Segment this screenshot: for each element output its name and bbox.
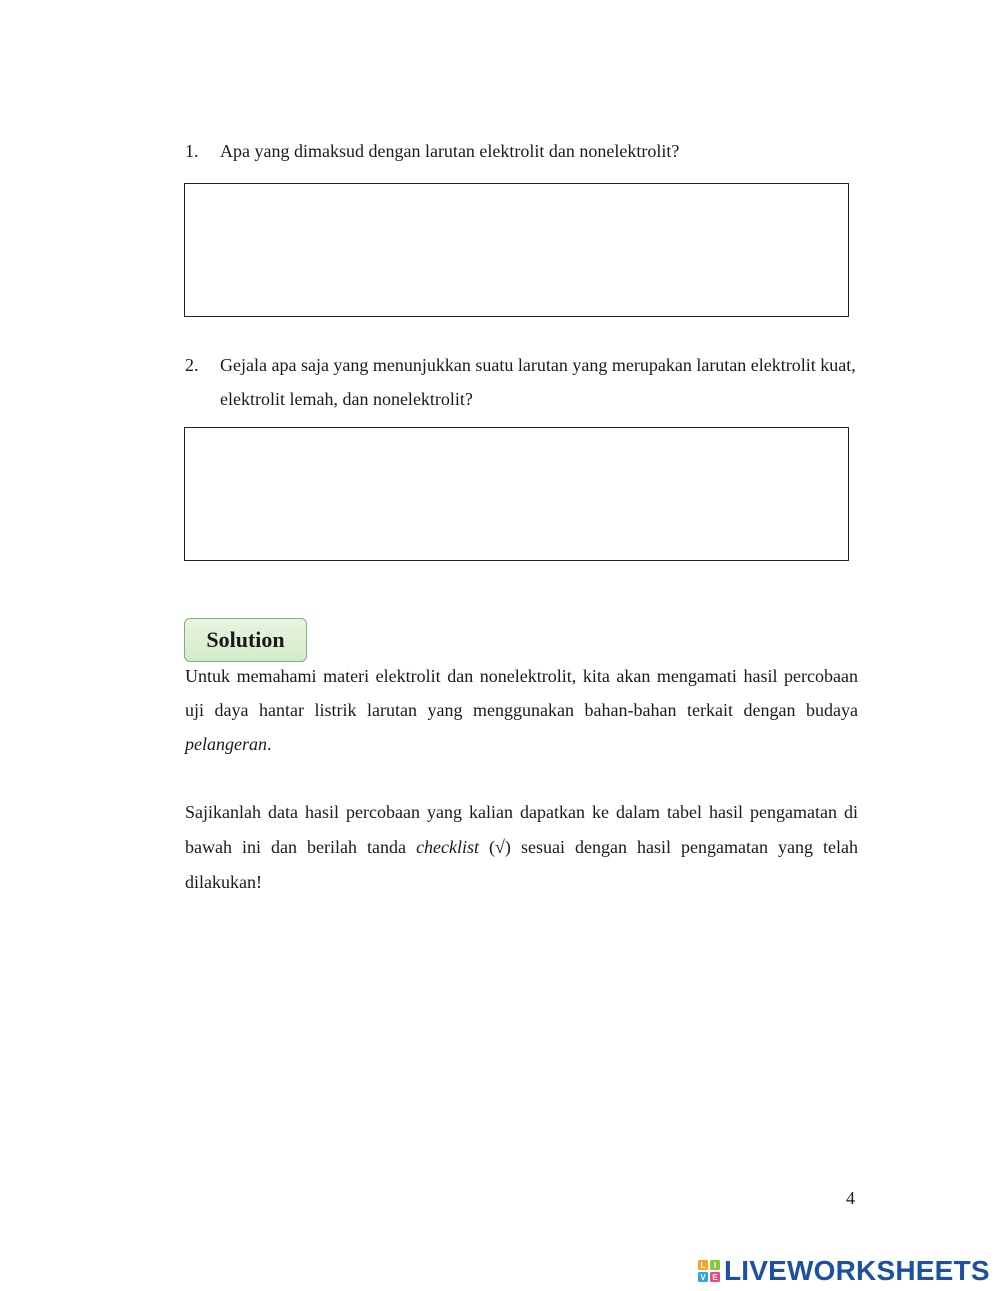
checkmark-symbol: (√) [479, 837, 521, 857]
question-1 [185, 134, 860, 168]
answer-box-2[interactable] [184, 427, 849, 561]
solution-paragraph-2 [185, 795, 858, 900]
paragraph-end: sesuai dengan hasil pengamatan yang telah dilakukan! [185, 837, 858, 892]
question-text: Gejala apa saja yang menunjukkan suatu larutan yang merupakan larutan elektrolit kuat, elektrolit lemah, dan nonelektrolit? [220, 355, 856, 409]
solution-label: Solution [184, 618, 307, 662]
logo-letter: I [713, 1261, 717, 1270]
logo-letter: V [700, 1273, 706, 1282]
solution-paragraph-1 [185, 659, 858, 761]
answer-box-1[interactable] [184, 183, 849, 317]
italic-term: checklist [416, 837, 480, 857]
paragraph-text: Sajikanlah data hasil percobaan yang kalian dapatkan ke dalam tabel hasil pengamatan di bawah ini dan berilah tanda [185, 802, 858, 857]
italic-term: pelangeran [185, 734, 267, 754]
question-2 [185, 348, 860, 416]
logo-letter: E [712, 1273, 718, 1282]
logo-letter: L [700, 1261, 706, 1270]
question-number: 1. [185, 141, 199, 161]
paragraph-text: Untuk memahami materi elektrolit dan nonelektrolit, kita akan mengamati hasil percobaan uji daya hantar listrik larutan yang menggunakan bahan-bahan terkait dengan budaya [185, 666, 858, 720]
question-number: 2. [185, 355, 199, 375]
question-text: Apa yang dimaksud dengan larutan elektrolit dan nonelektrolit? [220, 141, 680, 161]
paragraph-end: . [266, 734, 272, 754]
brand-text: LIVEWORKSHEETS [724, 1255, 990, 1286]
liveworksheets-logo-icon [698, 1260, 720, 1282]
liveworksheets-brand [698, 1256, 990, 1286]
page-number: 4 [846, 1188, 855, 1208]
